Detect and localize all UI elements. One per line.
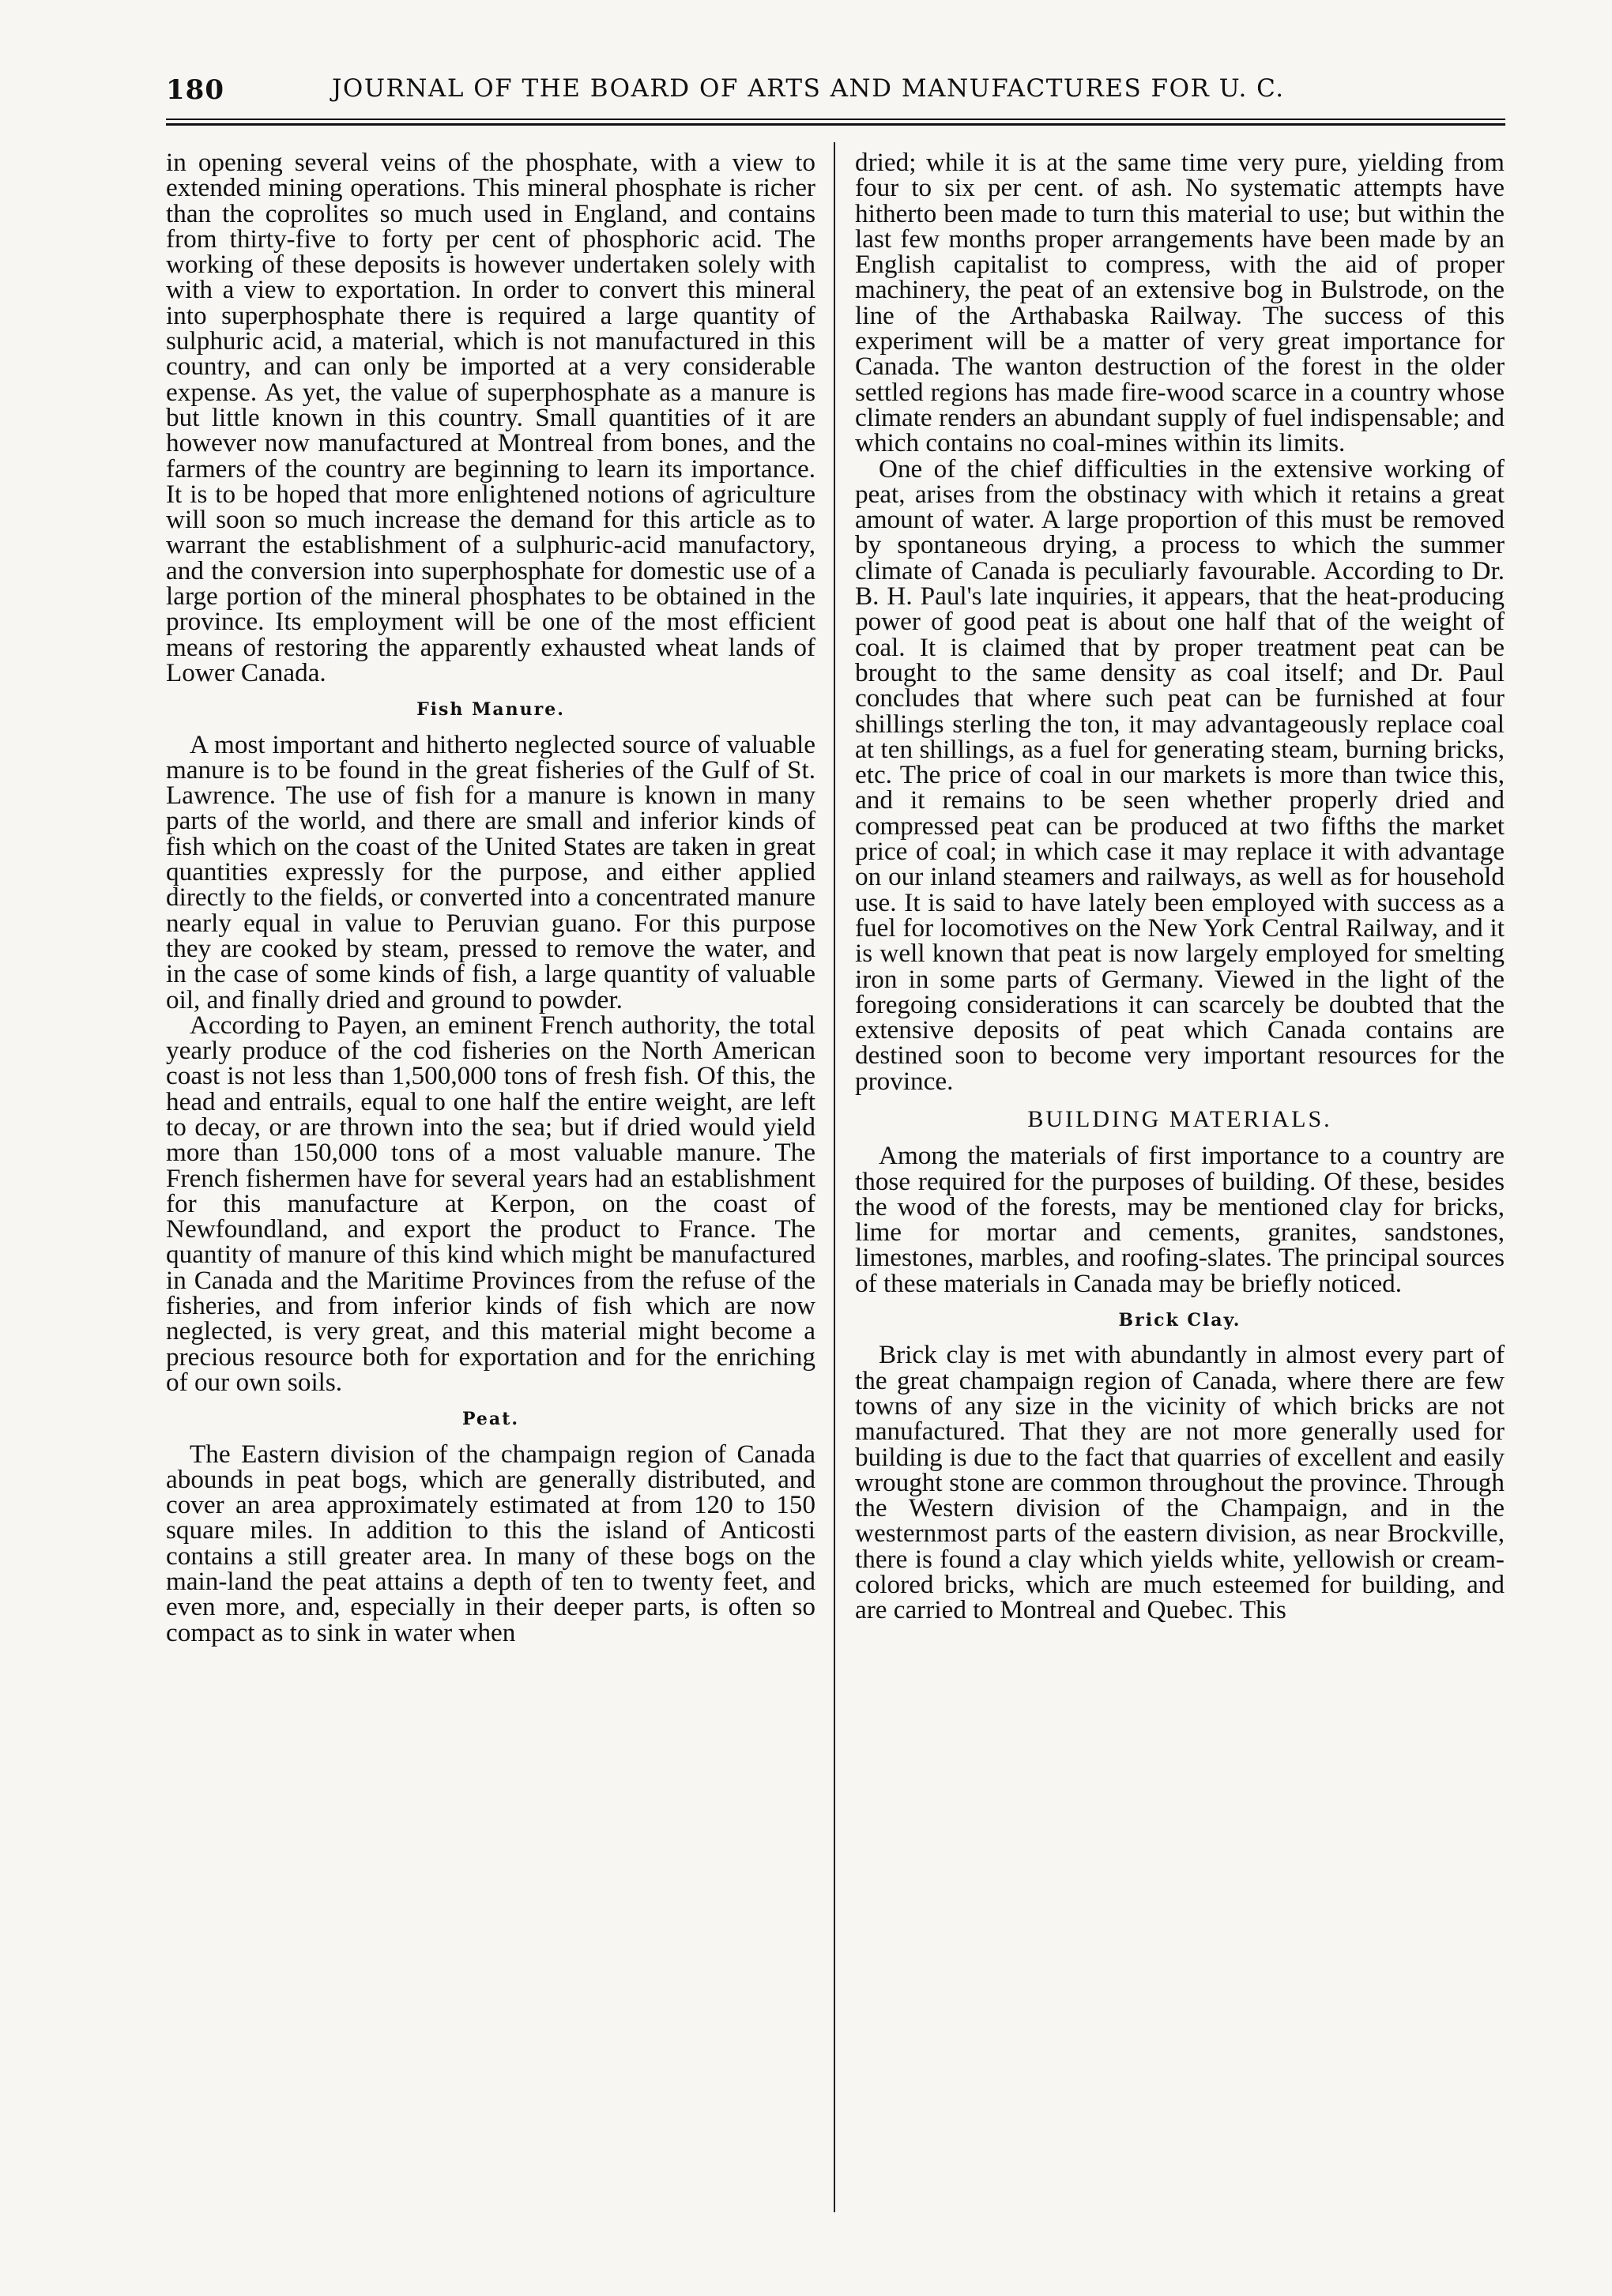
page-number: 180 [166, 74, 224, 106]
paragraph-brick-clay: Brick clay is met with abundantly in almost every part of the great champaign region of Canada, where there are few towns of any size in the vicinity of which bricks are not manufactured. That they are not more generally used for building is due to the fact that quarries of excellent and easily wrought stone are common throughout the province. Through the Western division of the Champaign, and in the westernmost parts of the eastern division, as near Brockville, there is found a clay which yields white, yellowish or cream-colored bricks, which are much esteemed for building, and are carried to Montreal and Quebec. This [855, 1340, 1505, 1625]
paragraph-phosphate: in opening several veins of the phosphate, with a view to extended mining operations. This mineral phosphate is richer than the coprolites so much used in England, and contains from thirty-five to forty per cent of phosphoric acid. The working of these deposits is however undertaken solely with with a view to exportation. In order to convert this mineral into superphosphate there is required a large quantity of sulphuric acid, a material, which is not manufactured in this country, and can only be imported at a very considerable expense. As yet, the value of superphosphate as a manure is but little known in this country. Small quantities of it are however now manufactured at Montreal from bones, and the farmers of the country are beginning to learn its importance. It is to be hoped that more enlightened notions of agriculture will soon so much increase the demand for this article as to warrant the establishment of a sulphuric-acid manufactory, and the conversion into superphosphate for domestic use of a large portion of the mineral phosphates to be obtained in the province. Its employment will be one of the most efficient means of restoring the apparently exhausted wheat lands of Lower Canada. [166, 148, 815, 687]
paragraph-peat-difficulties: One of the chief difficulties in the extensive working of peat, arises from the obstinacy with which it retains a great amount of water. A large proportion of this must be removed by spontaneous drying, a process to which the summer climate of Canada is peculiarly favourable. According to Dr. B. H. Paul's late inquiries, it appears, that the heat-producing power of good peat is about one half that of the weight of coal. It is claimed that by proper treatment peat can be brought to the same density as coal itself; and Dr. Paul concludes that where such peat can be furnished at four shillings sterling the ton, it may advantageously replace coal at ten shillings, as a fuel for generating steam, burning bricks, etc. The price of coal in our markets is more than twice this, and it remains to be seen whether properly dried and compressed peat can be produced at two fifths the market price of coal; in which case it may replace it with advantage on our inland steamers and railways, as well as for household use. It is said to have lately been employed with success as a fuel for locomotives on the New York Central Railway, and it is well known that peat is now largely employed for smelting iron in some parts of Germany. Viewed in the light of the foregoing considerations it can scarcely be doubted that the extensive deposits of peat which Canada contains are destined soon to become very important resources for the province. [855, 454, 1505, 1096]
header-rule-thin [166, 119, 1505, 120]
right-column [855, 150, 1505, 1624]
paragraph-building-materials: Among the materials of first importance to a country are those required for the purposes of building. Of these, besides the wood of the forests, may be mentioned clay for bricks, lime for mortar and cements, granites, sandstones, limestones, marbles, and roofing-slates. The principal sources of these materials in Canada may be briefly noticed. [855, 1141, 1505, 1298]
heading-fish-manure: Fish Manure. [416, 699, 565, 721]
paragraph-peat-continued: dried; while it is at the same time very pure, yielding from four to six per cent. of ash. No systematic attempts have hitherto been made to turn this material to use; but within the last few months proper arrangements have been made by an English capitalist to compress, with the aid of proper machinery, the peat of an extensive bog in Bulstrode, on the line of the Arthabaska Railway. The success of this experiment will be a matter of very great importance for Canada. The wanton destruction of the forest in the older settled regions has made fire-wood scarce in a country whose climate renders an abundant supply of fuel indispensable; and which contains no coal-mines within its limits. [855, 148, 1505, 458]
paragraph-cod-fisheries: According to Payen, an eminent French authority, the total yearly produce of the cod fisheries on the North American coast is not less than 1,500,000 tons of fresh fish. Of this, the head and entrails, equal to one half the entire weight, are left to decay, or are thrown into the sea; but if dried would yield more than 150,000 tons of a most valuable manure. The French fishermen have for several years had an establishment for this manufacture at Kerpon, on the coast of Newfoundland, and export the product to France. The quantity of manure of this kind which might be manufactured in Canada and the Maritime Provinces from the refuse of the fisheries, and from inferior kinds of fish which are now neglected, is very great, and this material might become a precious resource both for exportation and for the enriching of our own soils. [166, 1010, 815, 1397]
running-title: JOURNAL OF THE BOARD OF ARTS AND MANUFACTURES FOR U. C. [332, 74, 1285, 103]
page-header [166, 68, 1509, 123]
paragraph-fish-manure: A most important and hitherto neglected source of valuable manure is to be found in the great fisheries of the Gulf of St. Lawrence. The use of fish for a manure is known in many parts of the world, and there are small and inferior kinds of fish which on the coast of the United States are taken in great quantities expressly for the purpose, and either applied directly to the fields, or converted into a concentrated manure nearly equal in value to Peruvian guano. For this purpose they are cooked by steam, pressed to remove the water, and in the case of some kinds of fish, a large quantity of valuable oil, and finally dried and ground to powder. [166, 729, 815, 1014]
header-rule-thick [166, 123, 1505, 126]
heading-brick-clay: Brick Clay. [1118, 1310, 1241, 1331]
paragraph-peat-bogs: The Eastern division of the champaign region of Canada abounds in peat bogs, which are generally distributed, and cover an area approximately estimated at from 120 to 150 square miles. In addition to this the island of Anticosti contains a still greater area. In many of these bogs on the main-land the peat attains a depth of ten to twenty feet, and even more, and, especially in their deeper parts, is often so compact as to sink in water when [166, 1439, 815, 1647]
heading-building-materials: BUILDING MATERIALS. [1027, 1105, 1332, 1132]
left-column [166, 150, 815, 1646]
heading-peat: Peat. [461, 1409, 520, 1430]
column-divider [834, 142, 835, 2212]
